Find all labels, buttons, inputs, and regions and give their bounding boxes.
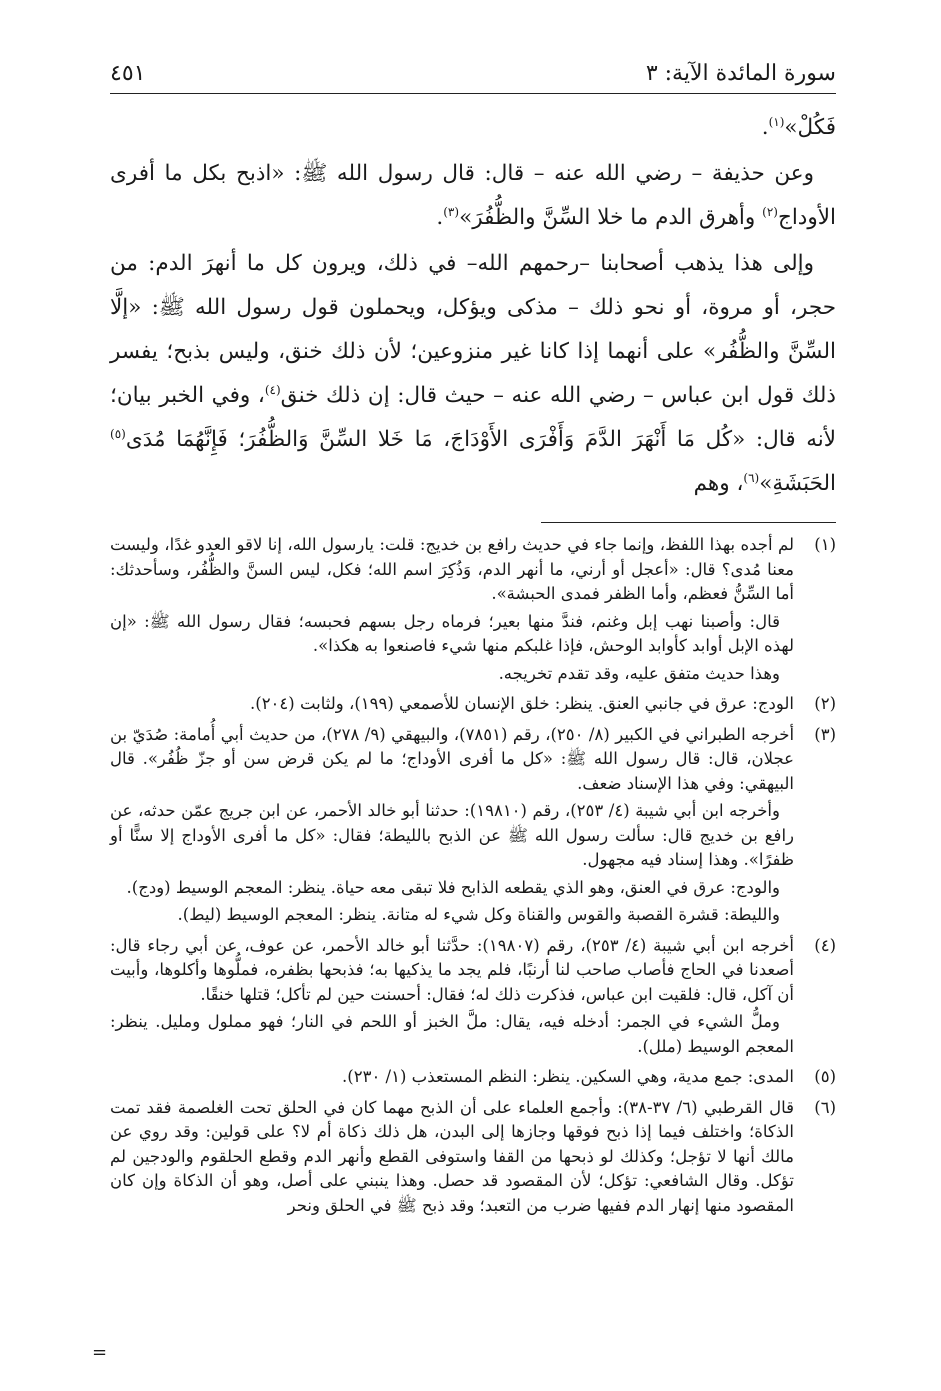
paragraph-2: وعن حذيفة – رضي الله عنه – قال: قال رسول الله ﷺ: «اذبح بكل ما أفرى الأوداج$^{(٢)}$ وأهرق الدم ما خلا السِّنَّ والظُّفُرَ»$^{(٣)}$. (110, 161, 836, 230)
footnote-number: (٢) (814, 694, 836, 713)
footnote-body (110, 533, 794, 689)
footnote-4 (110, 934, 836, 1063)
book-page (92, 55, 837, 1371)
footnote-body (110, 723, 794, 931)
footnote-ref-2: (٢) (762, 204, 778, 219)
footnote-ref-4: (٤) (264, 382, 281, 397)
footnote-number: (٣) (814, 724, 836, 744)
footnote-body (110, 692, 794, 720)
footnote-body (110, 1096, 794, 1222)
footnote-5 (110, 1065, 836, 1093)
footnote-paragraph: لم أجده بهذا اللفظ، وإنما جاء في حديث رافع بن خديج: قلت: يارسول الله، إنا لاقو العدو غدًا، وليست معنا مُدى؟ قال: «أعجل أو أرني، ما أنهر الدم، وَذُكِرَ اسم الله؛ فكل، ليس السنَّ والظُّفُر، وسأحدثك: أما السِّنُّ فعظم، وأما الظفر فمدى الحبشة». (110, 535, 794, 603)
footnote-number: (٦) (814, 1097, 836, 1117)
footnote-ref-3: (٣) (443, 204, 460, 219)
footnote-separator-wrap (110, 508, 836, 533)
footnote-body (110, 934, 794, 1063)
footnote-separator (541, 522, 836, 523)
footnote-2 (110, 692, 836, 720)
footnote-paragraph: قال القرطبي (٦/ ٣٧-٣٨): وأجمع العلماء على أن الذبح مهما كان في الحلق تحت الغلصمة فقد تمت الذكاة؛ واختلف فيما إذا ذبح فوقها وجازها إلى البدن، هل ذلك ذكاة أم لا؟ على قولين: وقد روي عن مالك أنها لا تؤجل؛ وكذلك لو ذبحها من القفا واستوفى القطع وأنهر الدم وقطع الحلقوم والودجين لم تؤكل. وقال الشافعي: تؤكل؛ لأن المقصود قد حصل. وهذا ينبني على أصل، وهو أن الذكاة وإن كان المقصود منها إنهار الدم ففيها ضرب من التعبد؛ وقد ذبح ﷺ في الحلق ونحر (110, 1097, 794, 1215)
footnote-1 (110, 533, 836, 689)
footnote-paragraph: والودج: عرق في العنق، وهو الذي يقطعه الذابح فلا تبقى معه حياة. ينظر: المعجم الوسيط (ودج). (126, 877, 780, 897)
footnote-number: (٤) (814, 935, 836, 955)
footnote-number: (١) (814, 535, 836, 554)
main-text (110, 106, 836, 506)
footnotes (110, 533, 836, 1221)
footnote-paragraph: قال: وأصبنا نهب إبل وغنم، فندَّ منها بعير؛ فرماه رجل بسهم فحبسه؛ فقال رسول الله ﷺ: «إن لهذه الإبل أوابد كأوابد الوحش، فإذا غلبكم منها شيء فاصنعوا به هكذا». (110, 611, 794, 655)
continuation-marker: = (92, 1342, 108, 1363)
footnote-number: (٥) (814, 1067, 836, 1086)
footnote-paragraph: وهذا حديث متفق عليه، وقد تقدم تخريجه. (498, 663, 780, 683)
footnote-ref-6: (٦) (743, 470, 760, 485)
footnote-paragraph: الودج: عرق في جانبي العنق. ينظر: خلق الإنسان للأصمعي (١٩٩)، ولثابت (٢٠٤). (250, 694, 794, 713)
footnote-paragraph: والليطة: قشرة القصبة والقوس والقناة وكل شيء له متانة. ينظر: المعجم الوسيط (ليط). (177, 905, 780, 924)
footnote-paragraph: وملُّ الشيء في الجمر: أدخله فيه، يقال: ملَّ الخبز أو اللحم في النار؛ فهو مملول ومليل. ينظر: المعجم الوسيط (ملل). (110, 1012, 794, 1056)
footnote-ref-5: (٥) (110, 426, 126, 441)
paragraph-3: وإلى هذا يذهب أصحابنا –رحمهم الله– في ذلك، ويرون كل ما أنهرَ الدم: من حجر، أو مروة، أو نحو ذلك – مذكى ويؤكل، ويحملون قول رسول الله ﷺ: «إلَّا السِّنَّ والظُّفُر» على أنهما إذا كانا غير منزوعين؛ لأن ذلك خنق، وليس بذبح؛ يفسر ذلك قول ابن عباس – رضي الله عنه – حيث قال: إن ذلك خنق$^{(٤)}$، وفي الخبر بيان؛ لأنه قال: «كُل مَا أَنْهَرَ الدَّمَ وَأَفْرَى الأَوْدَاجَ، مَا خَلا السِّنَّ وَالظُّفُرَ؛ فَإِنَّهُمَا مُدَى$^{(٥)}$ الحَبَشَةِ»$^{(٦)}$، وهم (110, 251, 837, 496)
footnote-paragraph: وأخرجه ابن أبي شيبة (٤/ ٢٥٣)، رقم (١٩٨١٠): حدثنا أبو خالد الأحمر، عن ابن جريج عمّن حدثه، عن رافع بن خديج قال: سألت رسول الله ﷺ عن الذبح بالليطة؛ فقال: «كل ما أفرى الأوداج إلا سنًّا أو ظفرًا». وهذا إسناد فيه مجهول. (110, 801, 794, 869)
surah-title: سورة المائدة الآية: ٣ (645, 61, 836, 86)
footnote-body (110, 1065, 794, 1093)
page-number: ٤٥١ (110, 61, 146, 86)
footnote-paragraph: المدى: جمع مدية، وهي السكين. ينظر: النظم المستعذب (١/ ٢٣٠). (342, 1067, 794, 1086)
footnote-paragraph: أخرجه الطبراني في الكبير (٨/ ٢٥٠)، رقم (٧٨٥١)، والبيهقي (٩/ ٢٧٨)، من حديث أبي أُمامة: صُدَيّ بن عجلان، قال: قال رسول الله ﷺ: «كل ما أفرى الأوداج؛ ما لم يكن قرض سن أو جزّ ظُفُر». قال البيهقي: وفي هذا الإسناد ضعف. (110, 724, 795, 793)
footnote-6 (110, 1096, 836, 1222)
footnote-3 (110, 723, 836, 931)
footnote-ref-1: (١) (768, 114, 785, 129)
page-header (110, 55, 836, 94)
paragraph-1: فَكُلْ»$^{(١)}$. (761, 114, 836, 140)
footnote-paragraph: أخرجه ابن أبي شيبة (٤/ ٢٥٣)، رقم (١٩٨٠٧): حدَّثنا أبو خالد الأحمر، عن عوف، عن أبي رجاء قال: أصعدنا في الحاج فأصاب صاحب لنا أرنبًا، فلم يجد ما يذكيها به؛ فذبحها بظفره، فملُّوها وأكلوها، وأبيت أن آكل، قال: فلقيت ابن عباس، فذكرت ذلك له؛ فقال: أحسنت حين لم تأكل؛ قتلها خنقًا. (110, 935, 795, 1004)
